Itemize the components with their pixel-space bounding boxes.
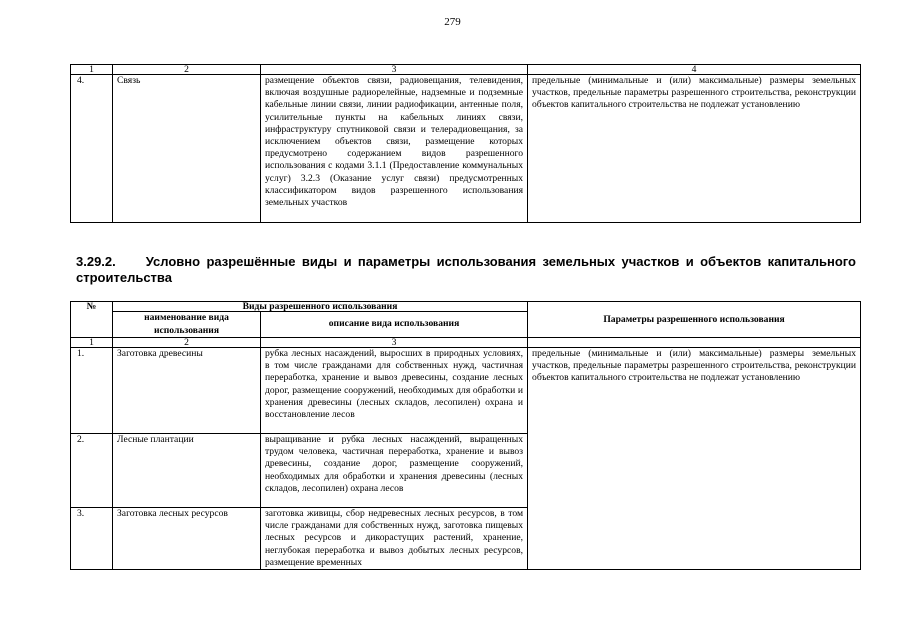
table-row: [71, 75, 861, 223]
use-type-description: выращивание и рубка лесных насаждений, выращенных трудом человека, частичная переработка, хранение и вывоз древесины, создание дорог, размещение сооружений, необходимых для обработки и хранения древесины (лесных складов, лесопилен) охрана лесов: [261, 434, 528, 508]
header-name: наименование вида использования: [113, 312, 261, 338]
header-row-top: [71, 302, 861, 312]
use-type-name: Связь: [113, 75, 261, 223]
col-number: 3: [261, 65, 528, 75]
use-type-name: Заготовка древесины: [113, 348, 261, 434]
col-number: 1: [71, 65, 113, 75]
col-number: [528, 338, 861, 348]
use-parameters: предельные (минимальные и (или) максимальные) размеры земельных участков, предельные параметры разрешенного строительства, реконструкции объектов капитального строительства не подлежат установлению: [528, 75, 861, 223]
col-number: 1: [71, 338, 113, 348]
header-description: описание вида использования: [261, 312, 528, 338]
use-type-description: рубка лесных насаждений, выросших в природных условиях, в том числе гражданами для собственных нужд, частичная переработка, хранение и вывоз древесины, создание лесных дорог, размещение сооружений, необходимых для обработки и хранения древесины (лесных складов, лесопилен) охрана и восстановление лесов: [261, 348, 528, 434]
section-heading: [76, 254, 856, 286]
row-number: 2.: [71, 434, 113, 508]
use-type-name: Лесные плантации: [113, 434, 261, 508]
col-number: 2: [113, 338, 261, 348]
col-number: 4: [528, 65, 861, 75]
table-conditional-uses: [70, 301, 861, 570]
page-number: 279: [444, 16, 461, 28]
section-number: 3.29.2.: [76, 254, 116, 269]
row-number: 4.: [71, 75, 113, 223]
table-row: [71, 348, 861, 434]
use-parameters: предельные (минимальные и (или) максимальные) размеры земельных участков, предельные параметры разрешенного строительства, реконструкции объектов капитального строительства не подлежат установлению: [528, 348, 861, 570]
use-type-description: заготовка живицы, сбор недревесных лесных ресурсов, в том числе гражданами для собственных нужд, заготовка пищевых лесных ресурсов и дикорастущих растений, хранение, неглубокая переработка и вывоз добытых лесных ресурсов, размещение временных: [261, 508, 528, 570]
col-number: 3: [261, 338, 528, 348]
header-use-types: Виды разрешенного использования: [113, 302, 528, 312]
use-type-description: размещение объектов связи, радиовещания, телевидения, включая воздушные радиорелейные, надземные и подземные кабельные линии связи, линии радиофикации, антенные поля, усилительные пункты на кабельных линиях связи, инфраструктуру спутниковой связи и телерадиовещания, за исключением объектов связи, размещение которых предусмотрено содержанием видов разрешенного использования с кодами 3.1.1 (Предоставление коммунальных услуг) 3.2.3 (Оказание услуг связи) предусмотренных классификатором видов разрешенного использования земельных участков: [261, 75, 528, 223]
table-column-numbers: [71, 65, 861, 75]
table-column-numbers: [71, 338, 861, 348]
row-number: 3.: [71, 508, 113, 570]
section-title: Условно разрешённые виды и параметры использования земельных участков и объектов капитального строительства: [76, 254, 856, 285]
header-number: №: [71, 302, 113, 338]
use-type-name: Заготовка лесных ресурсов: [113, 508, 261, 570]
row-number: 1.: [71, 348, 113, 434]
col-number: 2: [113, 65, 261, 75]
table-communications: [70, 64, 861, 223]
header-parameters: Параметры разрешенного использования: [528, 302, 861, 338]
